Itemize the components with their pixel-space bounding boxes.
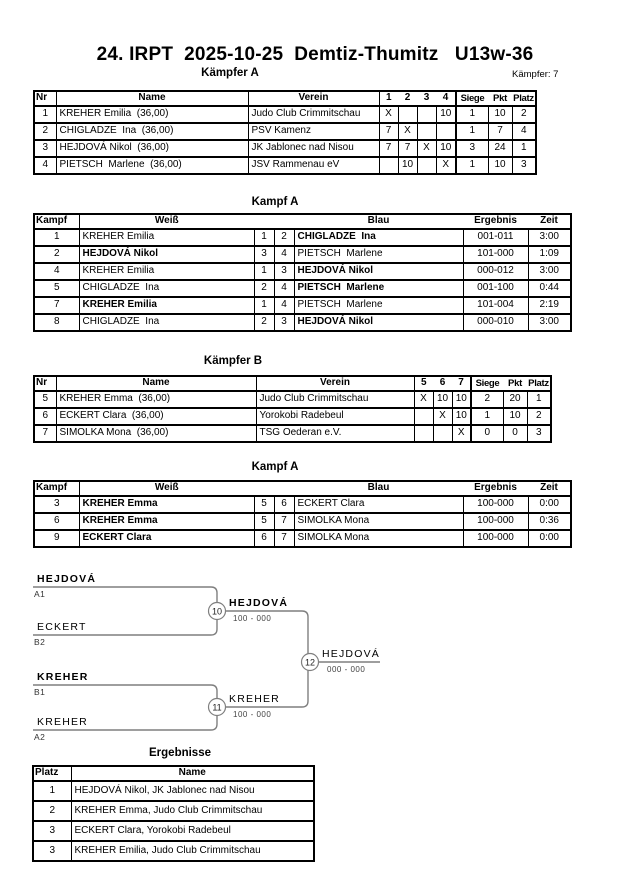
- cell-r6: [433, 425, 452, 442]
- cell-nr: 7: [34, 425, 56, 442]
- col-header-weiss: Weiß: [79, 481, 254, 496]
- cell-blau-name: SIMOLKA Mona: [294, 513, 463, 530]
- bracket-lines: [0, 570, 630, 750]
- table-header-row: [34, 481, 571, 496]
- match-row: [34, 280, 571, 297]
- col-header-nr: Nr: [34, 91, 56, 106]
- cell-weiss-name: CHIGLADZE Ina: [79, 314, 254, 331]
- cell-blau-name: PIETSCH Marlene: [294, 297, 463, 314]
- cell-blau-name: ECKERT Clara: [294, 496, 463, 513]
- cell-kampf-nr: 7: [34, 297, 79, 314]
- kampf-a-pool-b-table: [33, 480, 572, 548]
- table-row: [34, 157, 536, 174]
- cell-pkt: 10: [488, 157, 512, 174]
- cell-name: CHIGLADZE Ina (36,00): [56, 123, 248, 140]
- cell-siege: 1: [456, 106, 488, 123]
- cell-r2: X: [398, 123, 417, 140]
- cell-siege: 1: [456, 123, 488, 140]
- cell-verein: Judo Club Crimmitschau: [248, 106, 379, 123]
- cell-kampf-nr: 8: [34, 314, 79, 331]
- cell-r3: X: [417, 140, 436, 157]
- col-header-kampf: Kampf: [34, 481, 79, 496]
- cell-weiss-nr: 5: [254, 496, 274, 513]
- cell-r3: [417, 157, 436, 174]
- cell-platz: 1: [512, 140, 536, 157]
- cell-ergebnis: 101-000: [463, 246, 528, 263]
- cell-weiss-nr: 1: [254, 229, 274, 246]
- cell-pkt: 20: [503, 391, 527, 408]
- cell-zeit: 2:19: [528, 297, 571, 314]
- cell-kampf-nr: 1: [34, 229, 79, 246]
- cell-kampf-nr: 2: [34, 246, 79, 263]
- cell-kampf-nr: 4: [34, 263, 79, 280]
- match-row: [34, 229, 571, 246]
- col-header-ergebnis: Ergebnis: [463, 481, 528, 496]
- bracket-final-score: 000 - 000: [327, 665, 366, 674]
- match-row: [34, 297, 571, 314]
- cell-blau-nr: 6: [274, 496, 294, 513]
- cell-blau-name: PIETSCH Marlene: [294, 280, 463, 297]
- result-row: [33, 781, 314, 801]
- cell-r4: 10: [436, 140, 456, 157]
- cell-siege: 1: [471, 408, 503, 425]
- cell-r2: [398, 106, 417, 123]
- match-row: [34, 263, 571, 280]
- cell-nr: 2: [34, 123, 56, 140]
- cell-ergebnis: 100-000: [463, 496, 528, 513]
- table-row: [34, 140, 536, 157]
- cell-pkt: 0: [503, 425, 527, 442]
- cell-kampf-nr: 9: [34, 530, 79, 547]
- bracket-slot-seed: B2: [34, 637, 46, 647]
- cell-r5: [414, 408, 433, 425]
- col-header-kampf: Kampf: [34, 214, 79, 229]
- cell-name: ECKERT Clara, Yorokobi Radebeul: [71, 821, 314, 841]
- cell-kampf-nr: 6: [34, 513, 79, 530]
- table-header-row: [34, 376, 551, 391]
- ergebnisse-table: [32, 765, 315, 862]
- col-header-pkt: Pkt: [488, 91, 512, 106]
- table-row: [34, 106, 536, 123]
- col-header-platz: Platz: [33, 766, 71, 781]
- cell-nr: 6: [34, 408, 56, 425]
- cell-name: KREHER Emma, Judo Club Crimmitschau: [71, 801, 314, 821]
- cell-weiss-name: KREHER Emilia: [79, 263, 254, 280]
- result-row: [33, 841, 314, 861]
- col-header-siege: Siege: [456, 91, 488, 106]
- final-bracket: [0, 570, 630, 750]
- match-row: [34, 496, 571, 513]
- col-header-blau: Blau: [294, 481, 463, 496]
- col-header-siege: Siege: [471, 376, 503, 391]
- bracket-slot-seed: A2: [34, 732, 46, 742]
- cell-kampf-nr: 3: [34, 496, 79, 513]
- cell-r1: 7: [379, 140, 398, 157]
- cell-ergebnis: 000-010: [463, 314, 528, 331]
- col-header-platz: Platz: [512, 91, 536, 106]
- cell-blau-name: CHIGLADZE Ina: [294, 229, 463, 246]
- col-header-zeit: Zeit: [528, 214, 571, 229]
- cell-nr: 1: [34, 106, 56, 123]
- bracket-slot-name: HEJDOVÁ: [37, 573, 97, 585]
- cell-blau-name: HEJDOVÁ Nikol: [294, 263, 463, 280]
- cell-blau-name: SIMOLKA Mona: [294, 530, 463, 547]
- result-row: [33, 801, 314, 821]
- fighter-count: Kämpfer: 7: [512, 69, 559, 80]
- col-header-zeit: Zeit: [528, 481, 571, 496]
- cell-zeit: 0:44: [528, 280, 571, 297]
- cell-verein: Judo Club Crimmitschau: [256, 391, 414, 408]
- bracket-sf2-score: 100 - 000: [233, 710, 272, 719]
- cell-r1: [379, 157, 398, 174]
- col-header-2: 2: [398, 91, 417, 106]
- cell-pkt: 7: [488, 123, 512, 140]
- col-header-pkt: Pkt: [503, 376, 527, 391]
- cell-weiss-nr: 5: [254, 513, 274, 530]
- cell-blau-name: HEJDOVÁ Nikol: [294, 314, 463, 331]
- cell-name: HEJDOVÁ Nikol (36,00): [56, 140, 248, 157]
- table-header-row: [34, 214, 571, 229]
- cell-r5: X: [414, 391, 433, 408]
- cell-blau-name: PIETSCH Marlene: [294, 246, 463, 263]
- cell-weiss-nr: 2: [254, 280, 274, 297]
- cell-zeit: 3:00: [528, 263, 571, 280]
- cell-r6: X: [433, 408, 452, 425]
- cell-r4: [436, 123, 456, 140]
- cell-zeit: 0:00: [528, 496, 571, 513]
- match-row: [34, 530, 571, 547]
- cell-ergebnis: 000-012: [463, 263, 528, 280]
- cell-name: ECKERT Clara (36,00): [56, 408, 256, 425]
- cell-name: PIETSCH Marlene (36,00): [56, 157, 248, 174]
- match-number-11: 11: [212, 702, 222, 713]
- section-label-kampf-a-2: Kampf A: [251, 461, 299, 473]
- col-header-verein: Verein: [256, 376, 414, 391]
- cell-blau-nr: 3: [274, 263, 294, 280]
- col-header-ergebnis: Ergebnis: [463, 214, 528, 229]
- cell-pkt: 10: [488, 106, 512, 123]
- match-number-10: 10: [211, 606, 223, 617]
- cell-r7: 10: [452, 391, 471, 408]
- cell-r4: X: [436, 157, 456, 174]
- section-label-kampf-a-1: Kampf A: [251, 196, 299, 208]
- cell-r5: [414, 425, 433, 442]
- col-header-name: Name: [56, 91, 248, 106]
- table-row: [34, 391, 551, 408]
- table-row: [34, 408, 551, 425]
- section-label-kaempfer-a: Kämpfer A: [201, 67, 259, 79]
- cell-blau-nr: 7: [274, 530, 294, 547]
- cell-r2: 7: [398, 140, 417, 157]
- cell-blau-nr: 4: [274, 297, 294, 314]
- cell-zeit: 3:00: [528, 229, 571, 246]
- cell-verein: JSV Rammenau eV: [248, 157, 379, 174]
- result-row: [33, 821, 314, 841]
- cell-zeit: 1:09: [528, 246, 571, 263]
- cell-weiss-name: CHIGLADZE Ina: [79, 280, 254, 297]
- bracket-slot-seed: A1: [34, 589, 46, 599]
- cell-weiss-name: ECKERT Clara: [79, 530, 254, 547]
- cell-platz: 1: [527, 391, 551, 408]
- bracket-slot-name: KREHER: [37, 671, 89, 683]
- cell-weiss-name: KREHER Emma: [79, 513, 254, 530]
- col-header-spacer1: [254, 214, 274, 229]
- cell-nr: 3: [34, 140, 56, 157]
- kaempfer-b-table: [33, 375, 552, 443]
- cell-zeit: 3:00: [528, 314, 571, 331]
- col-header-spacer1: [254, 481, 274, 496]
- col-header-name: Name: [71, 766, 314, 781]
- section-label-ergebnisse: Ergebnisse: [149, 747, 211, 759]
- bracket-sf1-score: 100 - 000: [233, 614, 272, 623]
- col-header-blau: Blau: [294, 214, 463, 229]
- cell-r3: [417, 123, 436, 140]
- cell-ergebnis: 100-000: [463, 513, 528, 530]
- match-row: [34, 513, 571, 530]
- bracket-sf2-winner-name: KREHER: [229, 693, 280, 705]
- cell-r7: X: [452, 425, 471, 442]
- table-header-row: [34, 91, 536, 106]
- cell-ergebnis: 001-011: [463, 229, 528, 246]
- cell-siege: 0: [471, 425, 503, 442]
- col-header-platz: Platz: [527, 376, 551, 391]
- cell-r1: 7: [379, 123, 398, 140]
- cell-verein: JK Jablonec nad Nisou: [248, 140, 379, 157]
- col-header-nr: Nr: [34, 376, 56, 391]
- cell-name: KREHER Emma (36,00): [56, 391, 256, 408]
- cell-r2: 10: [398, 157, 417, 174]
- col-header-name: Name: [56, 376, 256, 391]
- cell-siege: 2: [471, 391, 503, 408]
- cell-weiss-name: KREHER Emilia: [79, 297, 254, 314]
- col-header-5: 5: [414, 376, 433, 391]
- cell-r7: 10: [452, 408, 471, 425]
- cell-platz: 1: [33, 781, 71, 801]
- cell-nr: 5: [34, 391, 56, 408]
- cell-platz: 2: [33, 801, 71, 821]
- cell-platz: 2: [512, 106, 536, 123]
- cell-platz: 3: [33, 821, 71, 841]
- match-row: [34, 246, 571, 263]
- bracket-final-winner-name: HEJDOVÁ: [322, 648, 380, 660]
- cell-blau-nr: 3: [274, 314, 294, 331]
- kampf-a-pool-a-table: [33, 213, 572, 332]
- col-header-verein: Verein: [248, 91, 379, 106]
- cell-blau-nr: 4: [274, 280, 294, 297]
- cell-ergebnis: 101-004: [463, 297, 528, 314]
- cell-pkt: 10: [503, 408, 527, 425]
- cell-zeit: 0:00: [528, 530, 571, 547]
- cell-blau-nr: 7: [274, 513, 294, 530]
- cell-name: HEJDOVÁ Nikol, JK Jablonec nad Nisou: [71, 781, 314, 801]
- cell-siege: 1: [456, 157, 488, 174]
- cell-r4: 10: [436, 106, 456, 123]
- cell-weiss-nr: 2: [254, 314, 274, 331]
- match-number-12: 12: [304, 657, 316, 668]
- bracket-slot-name: ECKERT: [37, 621, 87, 633]
- bracket-slot-name: KREHER: [37, 716, 88, 728]
- cell-zeit: 0:36: [528, 513, 571, 530]
- cell-ergebnis: 001-100: [463, 280, 528, 297]
- col-header-7: 7: [452, 376, 471, 391]
- cell-siege: 3: [456, 140, 488, 157]
- bracket-slot-seed: B1: [34, 687, 46, 697]
- kaempfer-a-table: [33, 90, 537, 175]
- cell-r6: 10: [433, 391, 452, 408]
- cell-ergebnis: 100-000: [463, 530, 528, 547]
- cell-weiss-nr: 3: [254, 246, 274, 263]
- cell-pkt: 24: [488, 140, 512, 157]
- match-row: [34, 314, 571, 331]
- cell-r3: [417, 106, 436, 123]
- cell-weiss-nr: 6: [254, 530, 274, 547]
- cell-blau-nr: 2: [274, 229, 294, 246]
- cell-nr: 4: [34, 157, 56, 174]
- col-header-weiss: Weiß: [79, 214, 254, 229]
- col-header-3: 3: [417, 91, 436, 106]
- cell-weiss-nr: 1: [254, 297, 274, 314]
- col-header-1: 1: [379, 91, 398, 106]
- cell-platz: 3: [527, 425, 551, 442]
- table-row: [34, 425, 551, 442]
- cell-platz: 2: [527, 408, 551, 425]
- col-header-4: 4: [436, 91, 456, 106]
- table-header-row: [33, 766, 314, 781]
- cell-verein: PSV Kamenz: [248, 123, 379, 140]
- cell-verein: Yorokobi Radebeul: [256, 408, 414, 425]
- cell-platz: 3: [512, 157, 536, 174]
- cell-r1: X: [379, 106, 398, 123]
- table-row: [34, 123, 536, 140]
- cell-name: KREHER Emilia, Judo Club Crimmitschau: [71, 841, 314, 861]
- cell-kampf-nr: 5: [34, 280, 79, 297]
- cell-verein: TSG Oederan e.V.: [256, 425, 414, 442]
- cell-platz: 4: [512, 123, 536, 140]
- section-label-kaempfer-b: Kämpfer B: [203, 355, 263, 367]
- cell-name: SIMOLKA Mona (36,00): [56, 425, 256, 442]
- col-header-6: 6: [433, 376, 452, 391]
- cell-weiss-nr: 1: [254, 263, 274, 280]
- cell-weiss-name: KREHER Emma: [79, 496, 254, 513]
- cell-name: KREHER Emilia (36,00): [56, 106, 248, 123]
- page-title: 24. IRPT 2025-10-25 Demtiz-Thumitz U13w-36: [96, 44, 534, 65]
- bracket-sf1-winner-name: HEJDOVÁ: [229, 597, 289, 609]
- cell-platz: 3: [33, 841, 71, 861]
- col-header-spacer2: [274, 214, 294, 229]
- cell-blau-nr: 4: [274, 246, 294, 263]
- cell-weiss-name: HEJDOVÁ Nikol: [79, 246, 254, 263]
- cell-weiss-name: KREHER Emilia: [79, 229, 254, 246]
- col-header-spacer2: [274, 481, 294, 496]
